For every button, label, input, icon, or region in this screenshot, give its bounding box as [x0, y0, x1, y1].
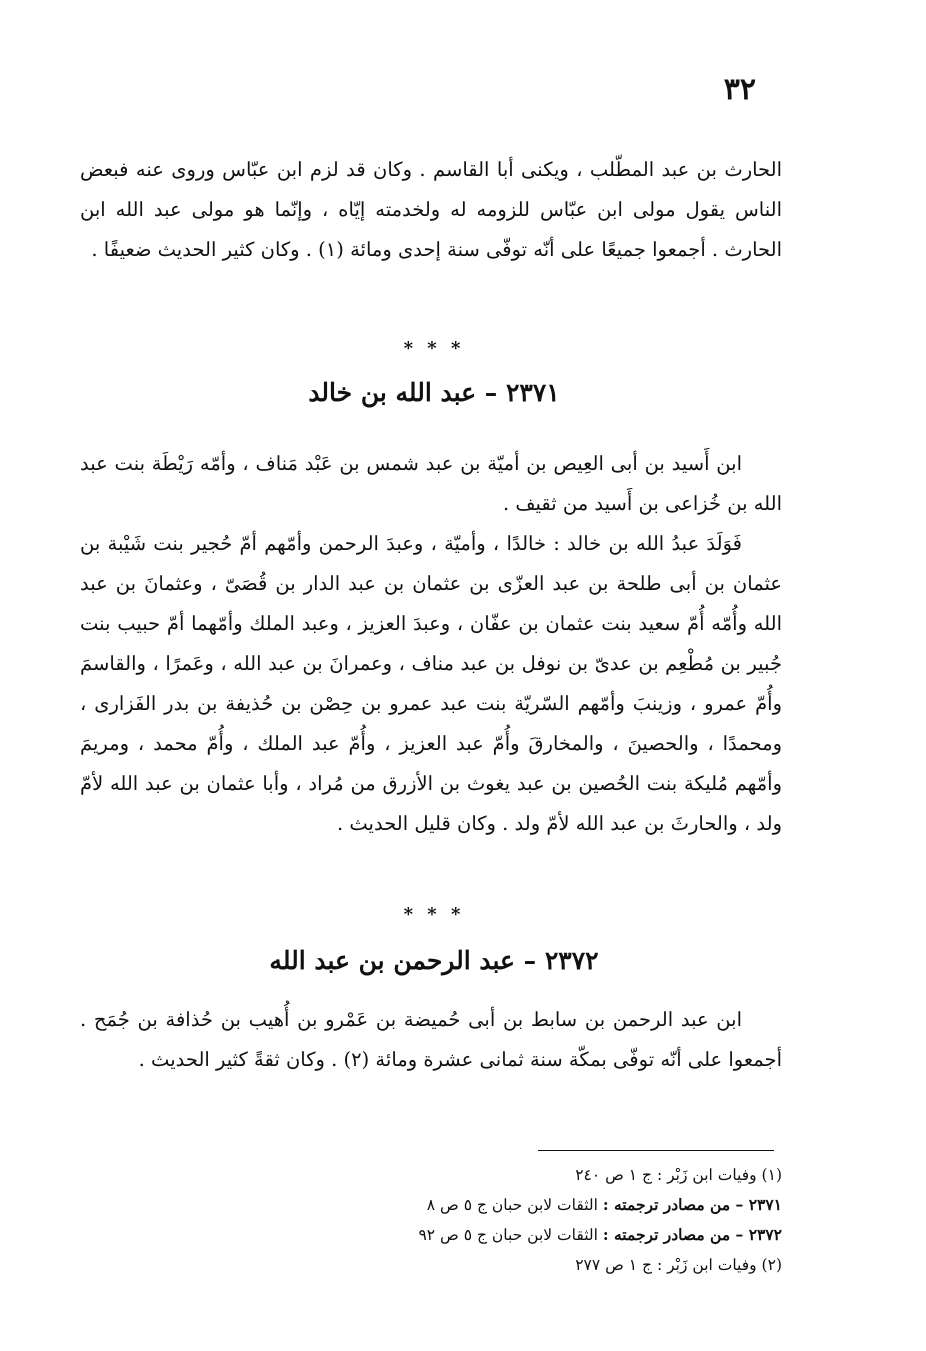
entry-2371-body [80, 444, 782, 844]
footnote-text: الثقات لابن حبان ج ٥ ص ٨ [426, 1196, 598, 1214]
footnote-text: (١) وفيات ابن زَبْر : ج ١ ص ٢٤٠ [575, 1166, 782, 1184]
entry-2372-paragraph-1: ابن عبد الرحمن بن سابط بن أبى حُميضة بن عَمْرو بن أُهيب بن حُذافة بن جُمَح . أجمعوا على أنّه توفّى بمكّة سنة ثمانى عشرة ومائة (٢) . وكان ثقةً كثير الحديث . [80, 1008, 782, 1071]
entry-2371-paragraph-1: ابن أَسيد بن أبى العِيص بن أميّة بن عبد شمس بن عَبْد مَناف ، وأمّه رَيْطَة بنت عبد الله بن خُزاعى بن أَسيد من ثقيف . [80, 452, 782, 515]
footnote-2 [80, 1250, 782, 1280]
entry-heading-2372: ٢٣٧٢ – عبد الرحمن بن عبد الله [269, 946, 599, 975]
section-separator: * * * [403, 904, 465, 925]
footnote-1 [80, 1160, 782, 1190]
footnote-2371-sources [80, 1190, 782, 1220]
page-number: ٣٢ [723, 72, 756, 107]
footnote-label: ٢٣٧٢ – من مصادر ترجمته : [602, 1225, 782, 1244]
footnote-2372-sources [80, 1220, 782, 1250]
footnote-text: الثقات لابن حبان ج ٥ ص ٩٢ [418, 1226, 598, 1244]
intro-paragraph: الحارث بن عبد المطّلب ، ويكنى أبا القاسم . وكان قد لزم ابن عبّاس وروى عنه فبعض الناس يقول مولى ابن عبّاس للزومه له ولخدمته إيّاه ، وإنّما هو مولى عبد الله ابن الحارث . أجمعوا جميعًا على أنّه توفّى سنة إحدى ومائة (١) . وكان كثير الحديث ضعيفًا . [80, 158, 782, 261]
entry-heading-2371: ٢٣٧١ – عبد الله بن خالد [308, 378, 560, 407]
footnote-label: ٢٣٧١ – من مصادر ترجمته : [602, 1195, 782, 1214]
footnotes [80, 1160, 782, 1280]
footnote-text: (٢) وفيات ابن زَبْر : ج ١ ص ٢٧٧ [575, 1256, 782, 1274]
footnote-divider [538, 1150, 774, 1151]
entry-2371-paragraph-2: فَوَلَدَ عبدُ الله بن خالد : خالدًا ، وأميّة ، وعبدَ الرحمن وأمّهم أمّ حُجير بنت شَيْبة بن عثمان بن أبى طلحة بن عبد العزّى بن عثمان بن عبد الدار بن قُصَىّ ، وعثمانَ بن عبد الله وأُمّه أُمّ سعيد بنت عثمان بن عفّان ، وعبدَ العزيز ، وعبد الملك وأمّهما أمّ حبيب بنت جُبير بن مُطْعِم بن عدىّ بن نوفل بن عبد مناف ، وعمرانَ بن عبد الله ، وعَمرًا ، والقاسمَ وأُمّ عمرو ، وزينبَ وأمّهم السّريّة بنت عبد عمرو بن حِصْن بن حُذيفة بن بدر الفَزارى ، ومحمدًا ، والحصينَ ، والمخارقَ وأُمّ عبد العزيز ، وأُمّ عبد الملك ، وأُمّ محمد ، ومريمَ وأمّهم مُليكة بنت الحُصين بن عبد يغوث بن الأزرق من مُراد ، وأبا عثمان بن عبد الله لأمّ ولد ، والحارثَ بن عبد الله لأمّ ولد . وكان قليل الحديث . [80, 532, 782, 835]
section-separator: * * * [403, 338, 465, 359]
